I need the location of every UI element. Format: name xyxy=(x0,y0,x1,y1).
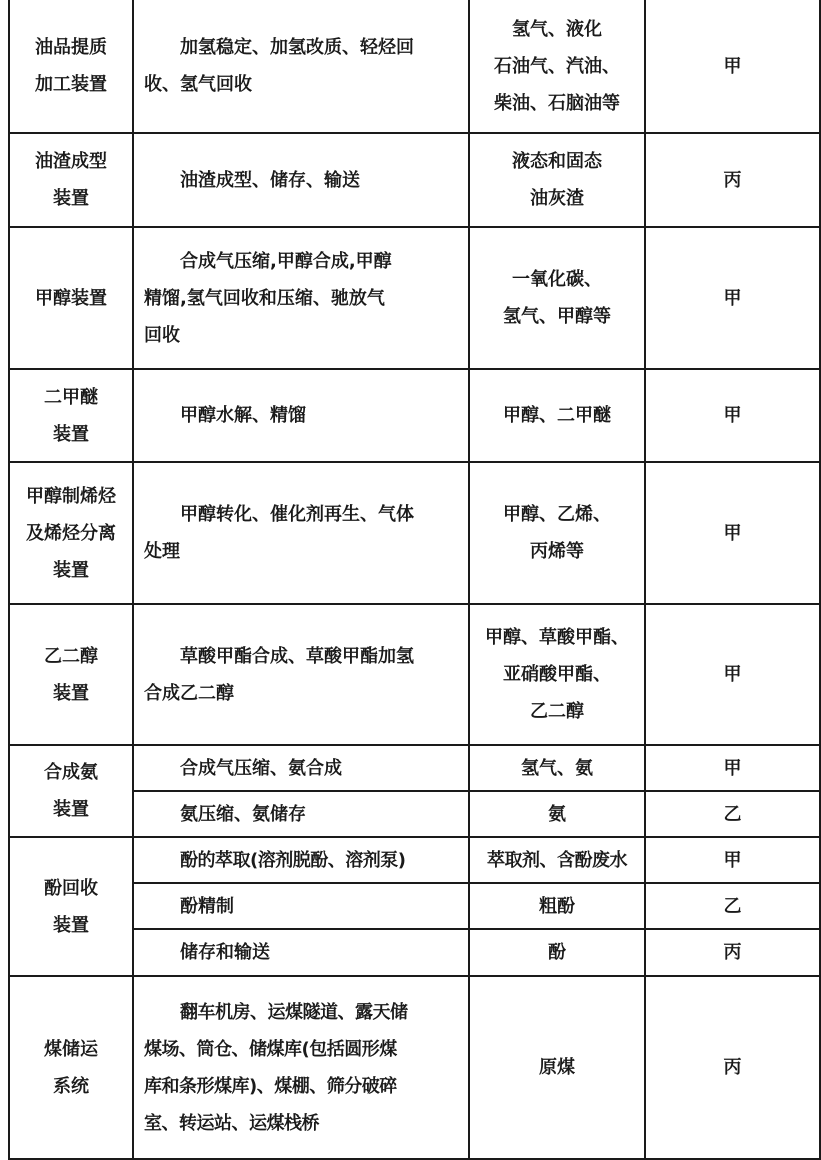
medium-cell: 氨 xyxy=(469,791,645,837)
process-cell: 甲醇水解、精馏 xyxy=(133,369,469,462)
table-row xyxy=(9,745,820,791)
table-row xyxy=(9,227,820,369)
hazard-classification-table-page xyxy=(8,0,819,1160)
unit-cell: 二甲醚 装置 xyxy=(9,369,133,462)
unit-cell: 乙二醇 装置 xyxy=(9,604,133,745)
hazard-class-cell: 甲 xyxy=(645,837,820,883)
hazard-classification-table xyxy=(8,0,821,1160)
unit-cell: 合成氨 装置 xyxy=(9,745,133,837)
process-cell: 油渣成型、储存、输送 xyxy=(133,133,469,227)
hazard-class-cell: 丙 xyxy=(645,929,820,976)
process-cell: 酚精制 xyxy=(133,883,469,929)
unit-cell: 酚回收 装置 xyxy=(9,837,133,976)
medium-cell: 一氧化碳、 氢气、甲醇等 xyxy=(469,227,645,369)
table-row xyxy=(9,369,820,462)
hazard-class-cell: 甲 xyxy=(645,0,820,133)
medium-cell: 甲醇、二甲醚 xyxy=(469,369,645,462)
hazard-class-cell: 丙 xyxy=(645,976,820,1159)
unit-cell: 甲醇装置 xyxy=(9,227,133,369)
process-cell: 酚的萃取(溶剂脱酚、溶剂泵) xyxy=(133,837,469,883)
medium-cell: 酚 xyxy=(469,929,645,976)
process-cell: 草酸甲酯合成、草酸甲酯加氢 合成乙二醇 xyxy=(133,604,469,745)
hazard-class-cell: 乙 xyxy=(645,791,820,837)
process-cell: 氨压缩、氨储存 xyxy=(133,791,469,837)
process-cell: 甲醇转化、催化剂再生、气体 处理 xyxy=(133,462,469,604)
unit-cell: 甲醇制烯烃 及烯烃分离 装置 xyxy=(9,462,133,604)
table-body xyxy=(9,0,820,1159)
medium-cell: 粗酚 xyxy=(469,883,645,929)
table-row xyxy=(9,837,820,883)
medium-cell: 原煤 xyxy=(469,976,645,1159)
unit-cell: 油品提质 加工装置 xyxy=(9,0,133,133)
process-cell: 合成气压缩,甲醇合成,甲醇 精馏,氢气回收和压缩、驰放气 回收 xyxy=(133,227,469,369)
hazard-class-cell: 甲 xyxy=(645,462,820,604)
process-cell: 加氢稳定、加氢改质、轻烃回 收、氢气回收 xyxy=(133,0,469,133)
medium-cell: 液态和固态 油灰渣 xyxy=(469,133,645,227)
hazard-class-cell: 甲 xyxy=(645,227,820,369)
medium-cell: 甲醇、草酸甲酯、 亚硝酸甲酯、 乙二醇 xyxy=(469,604,645,745)
process-cell: 储存和输送 xyxy=(133,929,469,976)
table-row xyxy=(9,0,820,133)
unit-cell: 煤储运 系统 xyxy=(9,976,133,1159)
hazard-class-cell: 丙 xyxy=(645,133,820,227)
hazard-class-cell: 甲 xyxy=(645,745,820,791)
hazard-class-cell: 乙 xyxy=(645,883,820,929)
table-row xyxy=(9,462,820,604)
process-cell: 合成气压缩、氨合成 xyxy=(133,745,469,791)
unit-cell: 油渣成型 装置 xyxy=(9,133,133,227)
table-row xyxy=(9,976,820,1159)
medium-cell: 氢气、氨 xyxy=(469,745,645,791)
medium-cell: 氢气、液化 石油气、汽油、 柴油、石脑油等 xyxy=(469,0,645,133)
hazard-class-cell: 甲 xyxy=(645,604,820,745)
medium-cell: 萃取剂、含酚废水 xyxy=(469,837,645,883)
table-row xyxy=(9,133,820,227)
table-row xyxy=(9,604,820,745)
medium-cell: 甲醇、乙烯、 丙烯等 xyxy=(469,462,645,604)
process-cell: 翻车机房、运煤隧道、露天储 煤场、筒仓、储煤库(包括圆形煤 库和条形煤库)、煤棚、筛分破碎 室、转运站、运煤栈桥 xyxy=(133,976,469,1159)
hazard-class-cell: 甲 xyxy=(645,369,820,462)
